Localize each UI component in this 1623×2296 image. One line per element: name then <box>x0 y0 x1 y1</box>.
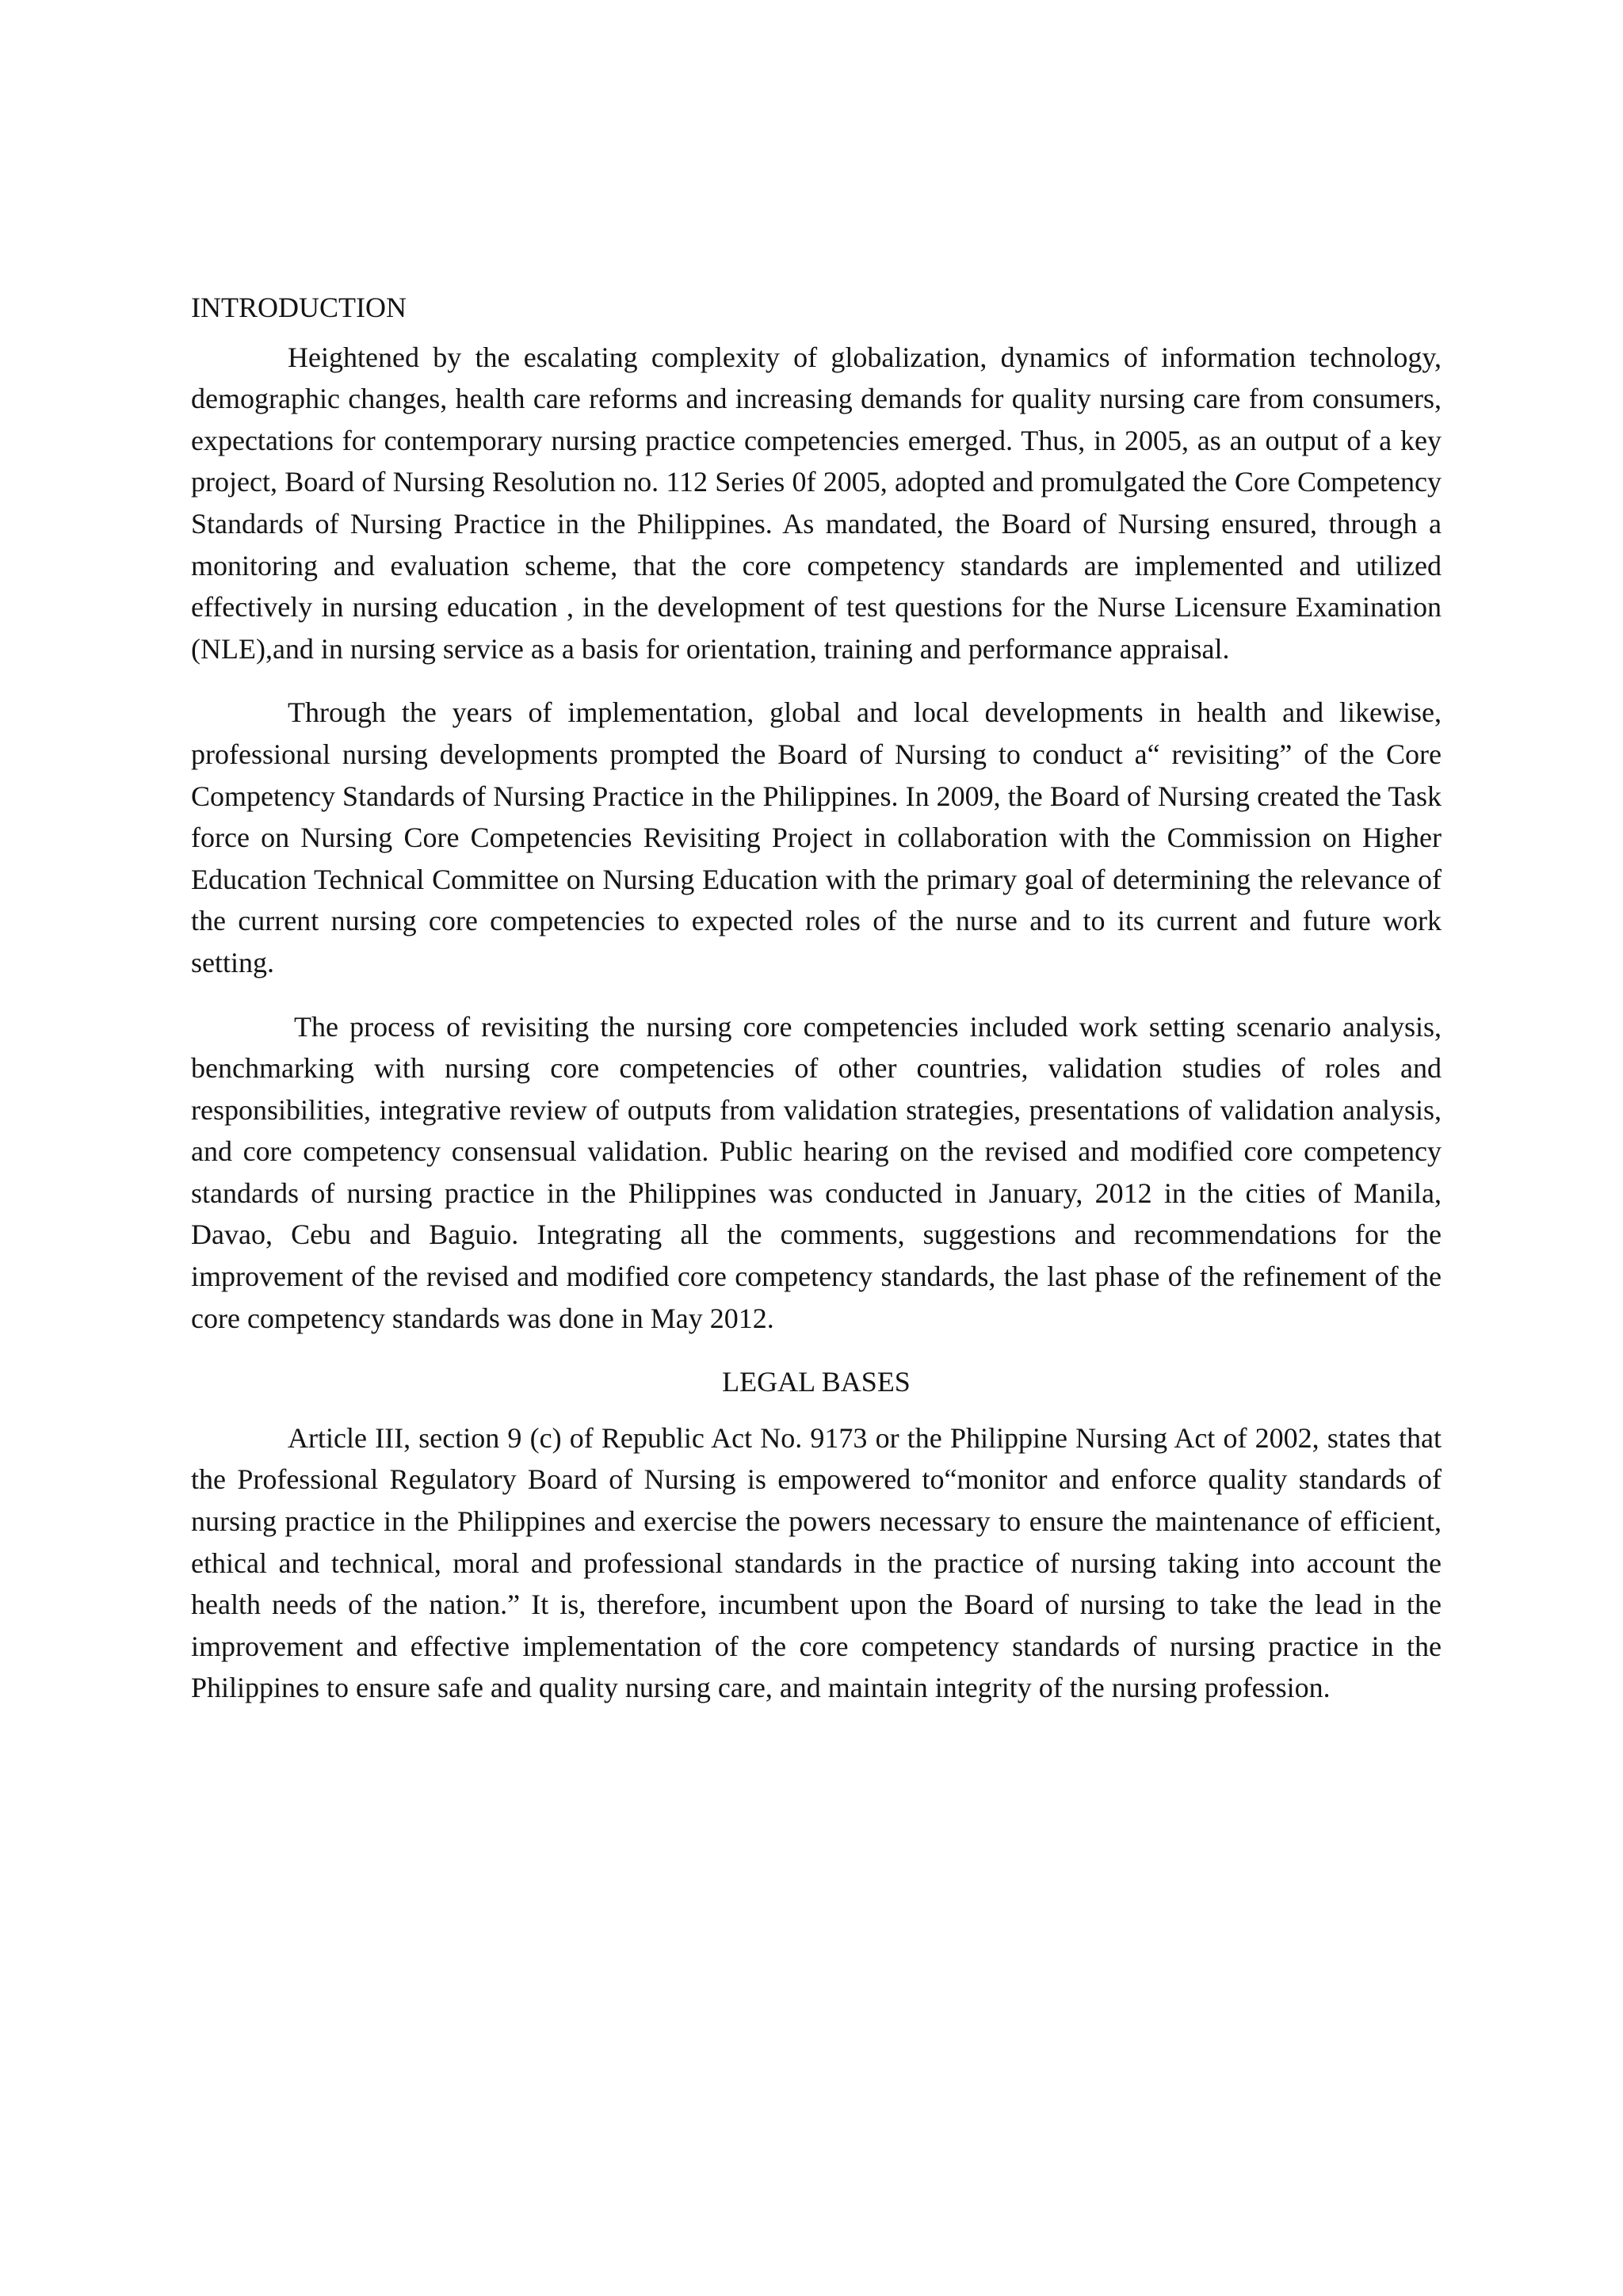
introduction-heading: INTRODUCTION <box>191 292 407 323</box>
introduction-paragraph-3: The process of revisiting the nursing core competencies included work setting scenario analysis, benchmarking with nursing core competencies of other countries, validation studies of roles and responsibilities, integrative review of outputs from validation strategies, presentations of validation analysis, and core competency consensual validation. Public hearing on the revised and modified core competency standards of nursing practice in the Philippines was conducted in January, 2012 in the cities of Manila, Davao, Cebu and Baguio. Integrating all the comments, suggestions and recommendations for the improvement of the revised and modified core competency standards, the last phase of the refinement of the core competency standards was done in May 2012. <box>191 1010 1442 1334</box>
introduction-paragraph-2: Through the years of implementation, global and local developments in health and likewise, professional nursing developments prompted the Board of Nursing to conduct a“ revisiting” of the Core Competency Standards of Nursing Practice in the Philippines. In 2009, the Board of Nursing created the Task force on Nursing Core Competencies Revisiting Project in collaboration with the Commission on Higher Education Technical Committee on Nursing Education with the primary goal of determining the relevance of the current nursing core competencies to expected roles of the nurse and to its current and future work setting. <box>191 696 1442 978</box>
legal-bases-paragraph: Article III, section 9 (c) of Republic Act No. 9173 or the Philippine Nursing Act of 2002, states that the Professional Regulatory Board of Nursing is empowered to“monitor and enforce quality standards of nursing practice in the Philippines and exercise the powers necessary to ensure the maintenance of efficient, ethical and technical, moral and professional standards in the practice of nursing taking into account the health needs of the nation.” It is, therefore, incumbent upon the Board of nursing to take the lead in the improvement and effective implementation of the core competency standards of nursing practice in the Philippines to ensure safe and quality nursing care, and maintain integrity of the nursing profession. <box>191 1421 1442 1704</box>
document-body <box>191 287 1442 1731</box>
introduction-paragraph-1: Heightened by the escalating complexity of globalization, dynamics of information technology, demographic changes, health care reforms and increasing demands for quality nursing care from consumers, expectations for contemporary nursing practice competencies emerged. Thus, in 2005, as an output of a key project, Board of Nursing Resolution no. 112 Series 0f 2005, adopted and promulgated the Core Competency Standards of Nursing Practice in the Philippines. As mandated, the Board of Nursing ensured, through a monitoring and evaluation scheme, that the core competency standards are implemented and utilized effectively in nursing education , in the development of test questions for the Nurse Licensure Examination (NLE),and in nursing service as a basis for orientation, training and performance appraisal. <box>191 341 1442 665</box>
legal-bases-heading: LEGAL BASES <box>722 1366 911 1398</box>
